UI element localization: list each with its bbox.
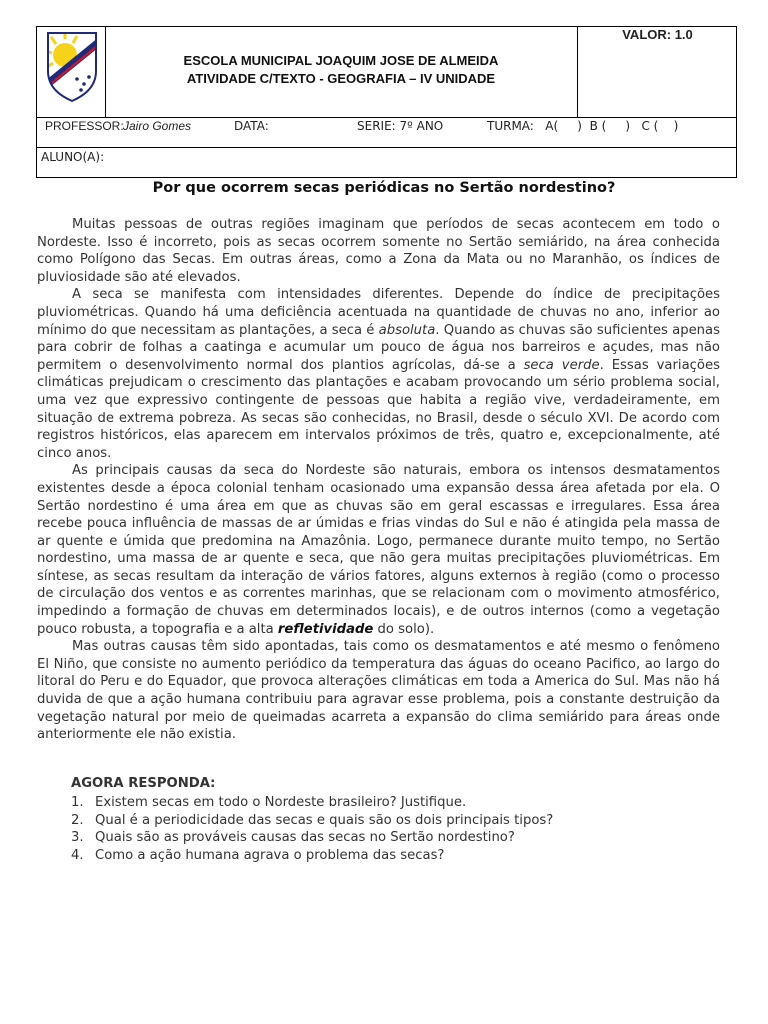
paragraph-3-part-a: As principais causas da seca do Nordeste são naturais, embora os intensos desmatamentos existentes desde a época colonial tenham ocasionado uma expansão dessa área afetada por ela. O Sertão nordestino é uma área em que as chuvas são em geral escassas e irregulares. Essa área recebe pouca influência de massas de ar úmidas e frias vindas do Sul e não é atingida pela massa de ar quente e úmida que predomina na Amazônia. Logo, permanece durante muito tempo, no Sertão nordestino, uma massa de ar quente e seca, que não gera muitas precipitações pluviométricas. Em síntese, as secas resultam da interação de vários fatores, alguns externos à região (como o processo de circulação dos ventos e as correntes marinhas, que se relacionam com o movimento atmosférico, impedindo a formação de chuvas em determinados locais), e de outros internos (como a vegetação pouco robusta, a topografia e a alta	[37, 463, 720, 637]
question-item	[71, 847, 553, 865]
question-text: Existem secas em todo o Nordeste brasileiro? Justifique.	[95, 795, 467, 810]
term-seca-verde: seca verde	[523, 357, 600, 373]
question-number: 2.	[71, 812, 84, 828]
aluno-row	[37, 147, 736, 178]
turma-label: TURMA: A( ) B ( ) C ( )	[487, 119, 679, 133]
date-label: DATA:	[234, 119, 269, 133]
page-title: Por que ocorrem secas periódicas no Sertão nordestino?	[152, 180, 616, 196]
question-number: 1.	[71, 795, 84, 810]
header-table	[36, 26, 737, 178]
question-text: Quais são as prováveis causas das secas no Sertão nordestino?	[95, 830, 515, 846]
school-name: ESCOLA MUNICIPAL JOAQUIM JOSE DE ALMEIDA	[183, 53, 499, 68]
paragraph-2-part-c: . Essas variações climáticas prejudicam o crescimento das plantações e acabam provocando um sério problema social, uma vez que expressivo contingente de pessoas que habita a região vive, verdadeiramente, em situação de extrema pobreza. As secas são conhecidas, no Brasil, desde o século XVI. De acordo com registros históricos, elas aparecem em intervalos próximos de três, quatro e, excepcionalmente, até cinco anos.	[37, 357, 720, 461]
question-text: Qual é a periodicidade das secas e quais são os dois principais tipos?	[95, 812, 554, 828]
question-number: 4.	[71, 847, 84, 863]
question-item	[71, 812, 553, 830]
paragraph-2-part-b: . Quando as chuvas são suficientes apenas para cobrir de folhas a caatinga e acumular um pouco de água nos barreiros e açudes, mas não permitem o desenvolvimento normal dos plantios agrícolas, dá-se a	[37, 322, 720, 373]
school-info-cell	[105, 27, 577, 117]
school-logo	[37, 27, 105, 117]
question-number: 3.	[71, 830, 84, 846]
question-text: Como a ação humana agrava o problema das secas?	[95, 847, 445, 863]
paragraph-2	[37, 286, 720, 462]
professor-name: Jairo Gomes	[123, 119, 192, 133]
questions-list	[71, 794, 553, 864]
term-absoluta: absoluta	[378, 322, 436, 338]
questions-heading: AGORA RESPONDA:	[71, 776, 216, 791]
valor-cell	[577, 27, 737, 117]
activity-title: ATIVIDADE C/TEXTO - GEOGRAFIA – IV UNIDADE	[186, 71, 496, 86]
professor-label: PROFESSOR:	[45, 119, 124, 133]
serie-label: SERIE: 7º ANO	[357, 119, 444, 133]
valor-label: VALOR: 1.0	[622, 27, 693, 42]
aluno-label: ALUNO(A):	[41, 150, 105, 164]
paragraph-3-part-b: do solo).	[373, 621, 435, 637]
paragraph-1: Muitas pessoas de outras regiões imaginam que períodos de secas acontecem em todo o Nordeste. Isso é incorreto, pois as secas ocorrem somente no Sertão semiárido, na área conhecida como Polígono das Secas. Em outras áreas, como a Zona da Mata ou no Maranhão, os índices de pluviosidade são até elevados.	[37, 217, 720, 285]
question-item	[71, 829, 553, 847]
professor-row	[37, 117, 736, 148]
paragraph-2-part-a: A seca se manifesta com intensidades diferentes. Depende do índice de precipitações pluviométricas. Quando há uma deficiência acentuada na quantidade de chuvas no ano, inferior ao mínimo do que necessitam as plantações, a seca é	[37, 287, 720, 338]
question-item	[71, 794, 553, 812]
paragraph-4: Mas outras causas têm sido apontadas, tais como os desmatamentos e até mesmo o fenômeno El Niño, que consiste no aumento periódico da temperatura das águas do oceano Pacifico, ao largo do litoral do Peru e do Equador, que provoca alterações climáticas em toda a America do Sul. Mas não há duvida de que a ação humana contribuiu para agravar esse problema, pois a constante destruição da vegetação natural por meio de queimadas acarreta a expansão do clima semiárido para áreas onde anteriormente ele não existia.	[37, 639, 720, 743]
text-body	[37, 216, 720, 744]
paragraph-3	[37, 462, 720, 638]
logo-cell	[37, 27, 106, 117]
term-refletividade: refletividade	[277, 621, 374, 637]
